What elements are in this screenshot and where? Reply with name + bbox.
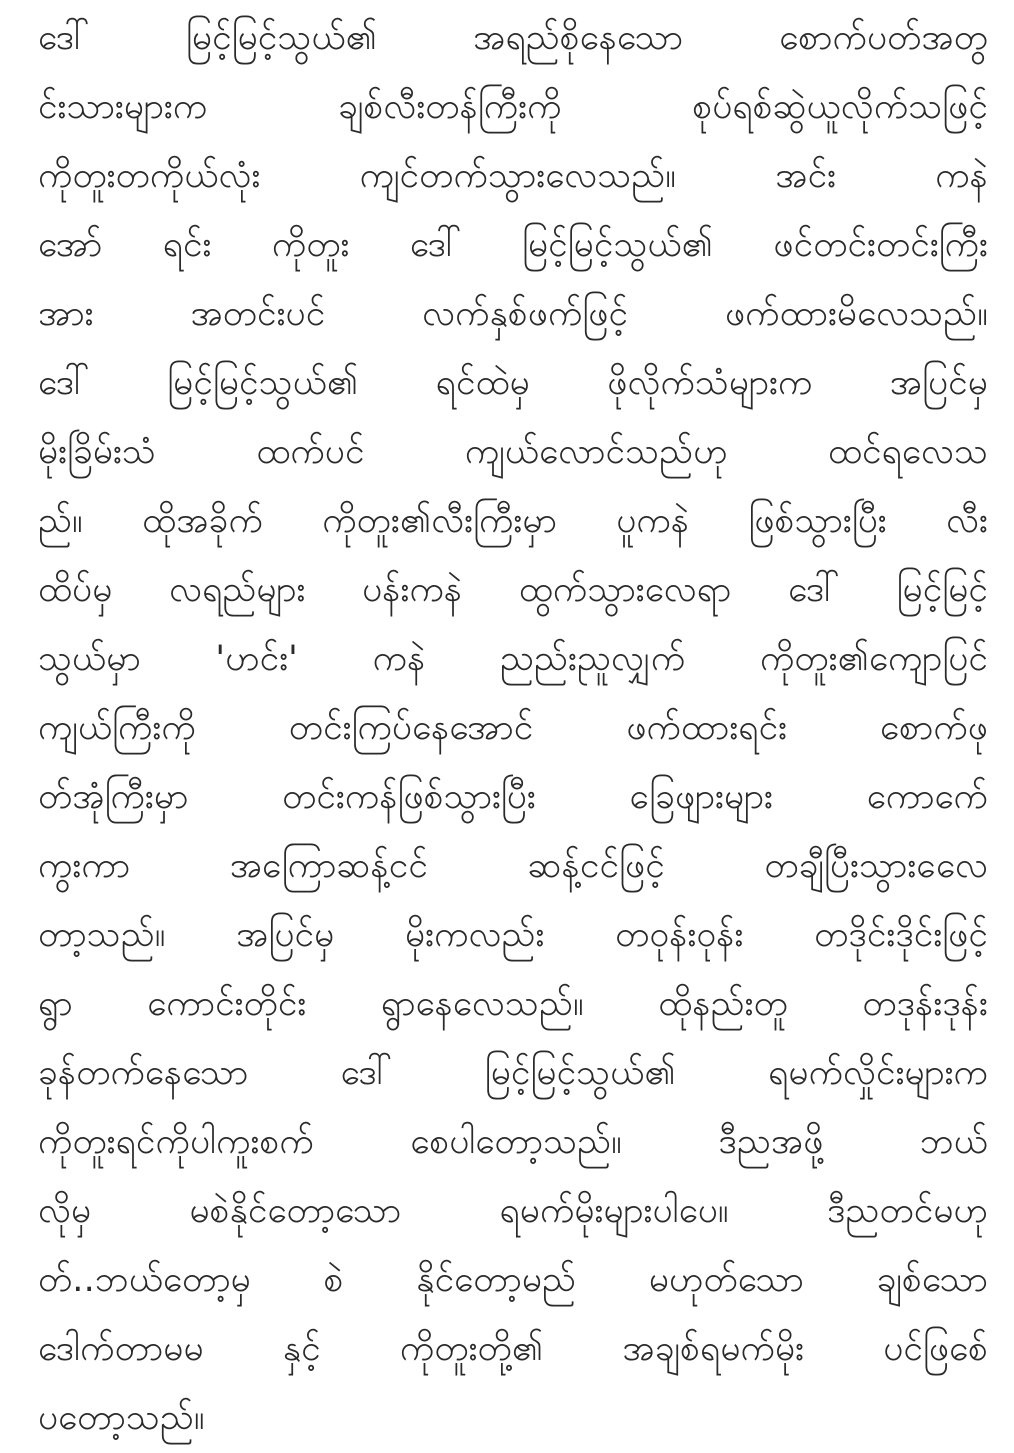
text-line: မိုးခြိမ်းသံ ထက်ပင် ကျယ်လောင်သည်ဟု ထင်ရလေသ xyxy=(38,432,988,472)
text-line: ကိုတူးတကိုယ်လုံး ကျင်တက်သွားလေသည်။ အင်း ကနဲ xyxy=(38,156,988,196)
text-line: ကွးကာ အကြောဆန့်ငင် ဆန့်ငင်ဖြင့် တချီပြီးသွားလေေ xyxy=(38,846,988,886)
text-line: ဒေါ် မြင့်မြင့်သွယ်၏ အရည်စိုနေသော စောက်ပတ်အတွ xyxy=(38,18,988,58)
text-line: ထိပ်မှ လရည်များ ပန်းကနဲ ထွက်သွားလေရာ ဒေါ် မြင့်မြင့် xyxy=(38,570,988,610)
text-line: ဒေါက်တာမမ နှင့် ကိုတူးတို့၏ အချစ်ရမက်မိုး ပင်ဖြစ်ေ xyxy=(38,1329,988,1369)
text-line: ခုန်တက်နေသော ဒေါ် မြင့်မြင့်သွယ်၏ ရမက်လှိုင်းများက xyxy=(38,1053,988,1093)
text-line: တ်..ဘယ်တော့မှ စဲ နိုင်တော့မည် မဟုတ်သော ချစ်သော xyxy=(38,1260,988,1300)
text-line: ကိုတူးရင်ကိုပါကူးစက် စေပါတော့သည်။ ဒီညအဖို့ ဘယ် xyxy=(38,1122,988,1162)
text-line: အား အတင်းပင် လက်နှစ်ဖက်ဖြင့် ဖက်ထားမိလေသည်။ xyxy=(38,294,988,334)
text-line: ပတော့သည်။ xyxy=(38,1398,205,1438)
text-line: ည်။ ထိုအခိုက် ကိုတူး၏လီးကြီးမှာ ပူကနဲ ဖြစ်သွားပြီး လီး xyxy=(38,501,988,541)
text-line: တ်အုံကြီးမှာ တင်းကန်ဖြစ်သွားပြီး ခြေဖျားများ ကောက်ေ xyxy=(38,777,988,817)
text-line: သွယ်မှာ 'ဟင်း' ကနဲ ညည်းညူလျှက် ကိုတူး၏ကျောပြင် xyxy=(38,639,988,679)
text-line: ရွာ ကောင်းတိုင်း ရွာနေလေသည်။ ထိုနည်းတူ တဒုန်းဒုန်း xyxy=(38,984,988,1024)
text-line: ဒေါ် မြင့်မြင့်သွယ်၏ ရင်ထဲမှ ဖိုလိုက်သံများက အပြင်မှ xyxy=(38,363,988,403)
text-line: အော် ရင်း ကိုတူး ဒေါ် မြင့်မြင့်သွယ်၏ ဖင်တင်းတင်းကြီး xyxy=(38,225,988,265)
text-line: ကျယ်ကြီးကို တင်းကြပ်နေအောင် ဖက်ထားရင်း စောက်ဖု xyxy=(38,708,988,748)
text-line: င်းသားများက ချစ်လီးတန်ကြီးကို စုပ်ရစ်ဆွဲယူလိုက်သဖြင့် xyxy=(38,87,988,127)
story-paragraph xyxy=(38,4,988,1453)
text-line: တာ့သည်။ အပြင်မှ မိုးကလည်း တဝုန်းဝုန်း တဒိုင်းဒိုင်းဖြင့် xyxy=(38,915,988,955)
text-line: လိုမှ မစဲနိုင်တော့သော ရမက်မိုးများပါပေ။ ဒီညတင်မဟု xyxy=(38,1191,988,1231)
